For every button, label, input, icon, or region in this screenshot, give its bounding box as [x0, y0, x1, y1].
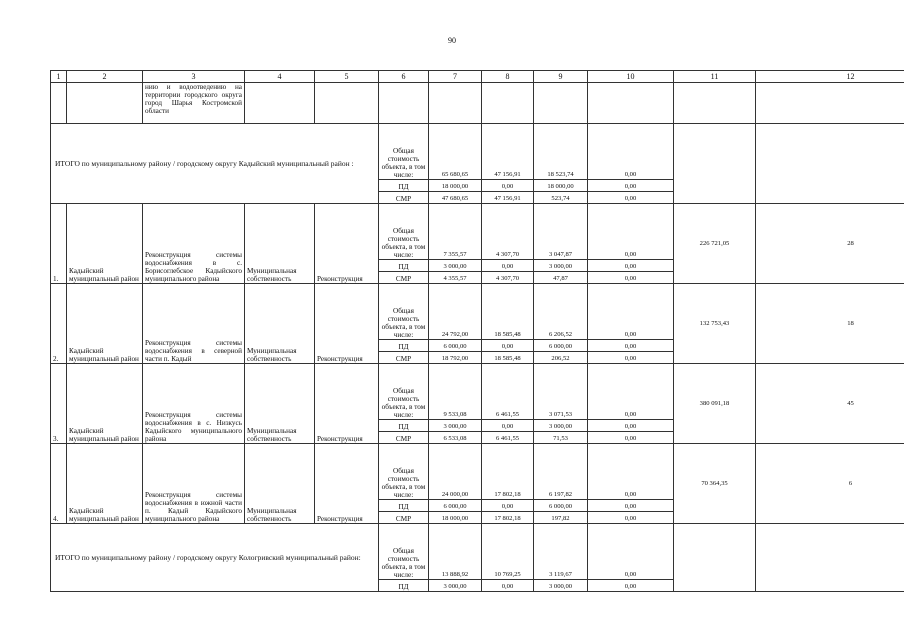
page-number: 90 [448, 36, 456, 45]
value-cell: 47,87 [534, 272, 588, 284]
value-cell: 523,74 [534, 192, 588, 204]
value-cell: 0,00 [482, 260, 534, 272]
value-cell: 0,00 [588, 260, 674, 272]
capacity-cell: 226 721,05 [674, 204, 756, 284]
header-cell: 9 [534, 71, 588, 83]
value-cell: 3 000,00 [534, 260, 588, 272]
work-type-cell: Реконструкция [315, 444, 379, 524]
smr-label: СМР [379, 352, 429, 364]
value-cell: 0,00 [482, 180, 534, 192]
value-cell: 3 000,00 [429, 580, 482, 592]
cost-label: Общая стоимость объекта, в том числе: [379, 444, 429, 500]
value-cell: 47 156,91 [482, 192, 534, 204]
value-cell: 197,82 [534, 512, 588, 524]
project-number: 3. [51, 364, 67, 444]
cost-label: Общая стоимость объекта, в том числе: [379, 124, 429, 180]
work-type-cell: Реконструкция [315, 364, 379, 444]
count-cell: 18 [756, 284, 904, 364]
ownership-cell: Муниципальная собственность [245, 444, 315, 524]
value-cell: 0,00 [588, 180, 674, 192]
value-cell: 18 585,48 [482, 352, 534, 364]
value-cell: 0,00 [588, 340, 674, 352]
pd-label: ПД [379, 420, 429, 432]
total-row [51, 124, 904, 180]
value-cell: 0,00 [588, 432, 674, 444]
value-cell: 0,00 [588, 420, 674, 432]
total-label: ИТОГО по муниципальному району / городскому округу Кологривский муниципальный район: [51, 524, 379, 592]
ownership-cell: Муниципальная собственность [245, 204, 315, 284]
value-cell: 13 888,92 [429, 524, 482, 580]
cost-label: Общая стоимость объекта, в том числе: [379, 524, 429, 580]
value-cell: 6 000,00 [429, 340, 482, 352]
count-cell: 45 [756, 364, 904, 444]
header-cell: 10 [588, 71, 674, 83]
header-cell: 8 [482, 71, 534, 83]
description-cell: нию и водоотведению на территории городского округа город Шарья Костромской области [143, 83, 245, 124]
smr-label: СМР [379, 192, 429, 204]
description-cell: Реконструкция системы водоснабжения в северной части п. Кадый [143, 284, 245, 364]
header-row [51, 71, 904, 83]
work-type-cell: Реконструкция [315, 284, 379, 364]
value-cell: 3 000,00 [534, 580, 588, 592]
value-cell: 0,00 [588, 124, 674, 180]
cost-label: Общая стоимость объекта, в том числе: [379, 284, 429, 340]
project-number: 4. [51, 444, 67, 524]
description-cell: Реконструкция системы водоснабжения в с. Низкусь Кадыйского муниципального района [143, 364, 245, 444]
value-cell: 0,00 [588, 272, 674, 284]
value-cell: 0,00 [482, 420, 534, 432]
value-cell: 18 000,00 [534, 180, 588, 192]
value-cell: 4 307,70 [482, 272, 534, 284]
header-cell: 4 [245, 71, 315, 83]
header-cell: 11 [674, 71, 756, 83]
value-cell: 3 071,53 [534, 364, 588, 420]
district-cell: Кадыйский муниципальный район [67, 284, 143, 364]
value-cell: 18 000,00 [429, 180, 482, 192]
value-cell: 0,00 [588, 512, 674, 524]
value-cell: 24 792,00 [429, 284, 482, 340]
value-cell: 3 047,87 [534, 204, 588, 260]
value-cell: 3 119,67 [534, 524, 588, 580]
value-cell: 3 000,00 [429, 420, 482, 432]
pd-label: ПД [379, 500, 429, 512]
value-cell: 6 000,00 [534, 500, 588, 512]
value-cell: 6 461,55 [482, 432, 534, 444]
project-number: 2. [51, 284, 67, 364]
work-type-cell: Реконструкция [315, 204, 379, 284]
smr-label: СМР [379, 512, 429, 524]
value-cell: 0,00 [588, 580, 674, 592]
header-cell: 6 [379, 71, 429, 83]
value-cell: 9 533,08 [429, 364, 482, 420]
value-cell: 6 000,00 [429, 500, 482, 512]
smr-label: СМР [379, 272, 429, 284]
header-cell: 3 [143, 71, 245, 83]
ownership-cell: Муниципальная собственность [245, 284, 315, 364]
value-cell: 0,00 [588, 444, 674, 500]
value-cell: 17 802,18 [482, 512, 534, 524]
value-cell: 24 000,00 [429, 444, 482, 500]
value-cell: 0,00 [588, 524, 674, 580]
value-cell: 18 792,00 [429, 352, 482, 364]
value-cell: 4 355,57 [429, 272, 482, 284]
value-cell: 71,53 [534, 432, 588, 444]
project-row [51, 364, 904, 420]
value-cell: 7 355,57 [429, 204, 482, 260]
project-row [51, 284, 904, 340]
value-cell: 0,00 [482, 580, 534, 592]
pd-label: ПД [379, 180, 429, 192]
header-cell: 2 [67, 71, 143, 83]
value-cell: 4 307,70 [482, 204, 534, 260]
value-cell: 6 197,82 [534, 444, 588, 500]
value-cell: 0,00 [588, 352, 674, 364]
value-cell: 6 000,00 [534, 340, 588, 352]
investment-table [50, 70, 904, 592]
description-cell: Реконструкция системы водоснабжения в с. Борисоглебское Кадыйского муниципального района [143, 204, 245, 284]
cost-label: Общая стоимость объекта, в том числе: [379, 364, 429, 420]
value-cell: 0,00 [588, 192, 674, 204]
value-cell: 18 000,00 [429, 512, 482, 524]
continuation-row [51, 83, 904, 124]
value-cell: 0,00 [588, 500, 674, 512]
smr-label: СМР [379, 432, 429, 444]
pd-label: ПД [379, 580, 429, 592]
value-cell: 0,00 [482, 340, 534, 352]
district-cell: Кадыйский муниципальный район [67, 364, 143, 444]
value-cell: 3 000,00 [429, 260, 482, 272]
district-cell: Кадыйский муниципальный район [67, 204, 143, 284]
total-label: ИТОГО по муниципальному району / городскому округу Кадыйский муниципальный район : [51, 124, 379, 204]
capacity-cell: 132 753,43 [674, 284, 756, 364]
header-cell: 1 [51, 71, 67, 83]
capacity-cell: 380 091,18 [674, 364, 756, 444]
project-row [51, 204, 904, 260]
ownership-cell: Муниципальная собственность [245, 364, 315, 444]
pd-label: ПД [379, 340, 429, 352]
description-cell: Реконструкция системы водоснабжения в южной части п. Кадый Кадыйского муниципального района [143, 444, 245, 524]
value-cell: 47 156,91 [482, 124, 534, 180]
value-cell: 3 000,00 [534, 420, 588, 432]
value-cell: 206,52 [534, 352, 588, 364]
cost-label: Общая стоимость объекта, в том числе: [379, 204, 429, 260]
project-number: 1. [51, 204, 67, 284]
value-cell: 10 769,25 [482, 524, 534, 580]
value-cell: 18 585,48 [482, 284, 534, 340]
pd-label: ПД [379, 260, 429, 272]
value-cell: 0,00 [588, 204, 674, 260]
capacity-cell: 70 364,35 [674, 444, 756, 524]
value-cell: 6 206,52 [534, 284, 588, 340]
value-cell: 17 802,18 [482, 444, 534, 500]
value-cell: 0,00 [482, 500, 534, 512]
district-cell: Кадыйский муниципальный район [67, 444, 143, 524]
project-row [51, 444, 904, 500]
value-cell: 18 523,74 [534, 124, 588, 180]
total-row [51, 524, 904, 580]
value-cell: 6 533,08 [429, 432, 482, 444]
count-cell: 6 [756, 444, 904, 524]
value-cell: 6 461,55 [482, 364, 534, 420]
value-cell: 65 680,65 [429, 124, 482, 180]
header-cell: 5 [315, 71, 379, 83]
count-cell: 28 [756, 204, 904, 284]
value-cell: 0,00 [588, 284, 674, 340]
header-cell: 7 [429, 71, 482, 83]
value-cell: 47 680,65 [429, 192, 482, 204]
value-cell: 0,00 [588, 364, 674, 420]
header-cell: 12 [756, 71, 904, 83]
